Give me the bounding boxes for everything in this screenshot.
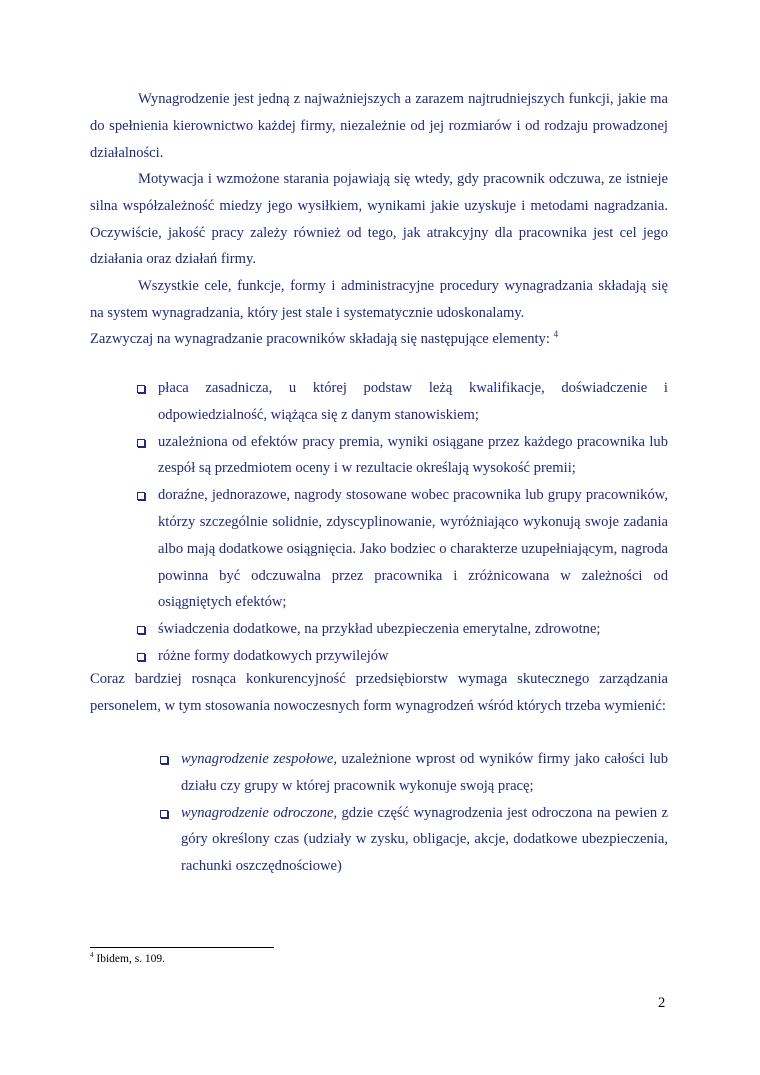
modern-forms-list — [181, 746, 668, 880]
list-item-text: doraźne, jednorazowe, nagrody stosowane wobec pracownika lub grupy pracowników, którzy szczególnie solidnie, zdyscyplinowanie, wyróżniająco wykonują swoje zadania albo mają dodatkowe osiągnięcia. Jako bodziec o charakterze uzupełniającym, nagroda powinna być odczuwalna przez pracownika i zróżnicowana w zależności od osiągniętych efektów; — [158, 487, 668, 611]
list-item — [158, 375, 668, 429]
square-bullet-icon — [137, 653, 145, 661]
footnote-separator — [90, 947, 274, 948]
list-item-text: płaca zasadnicza, u której podstaw leżą kwalifikacje, doświadczenie i odpowiedzialność, wiążąca się z danym stanowiskiem; — [158, 380, 668, 423]
footnote-number: 4 — [90, 951, 94, 959]
list-item-term: wynagrodzenie zespołowe — [181, 751, 334, 767]
list-item — [181, 800, 668, 880]
list-item-text: uzależniona od efektów pracy premia, wyniki osiągane przez każdego pracownika lub zespół są przedmiotem oceny i w rezultacie określają wysokość premii; — [158, 433, 668, 477]
square-bullet-icon — [137, 385, 145, 393]
square-bullet-icon — [137, 492, 145, 500]
list-item — [158, 616, 668, 643]
square-bullet-icon — [137, 626, 145, 634]
footnote-text: Ibidem, s. 109. — [96, 953, 166, 965]
list-item-text: świadczenia dodatkowe, na przykład ubezpieczenia emerytalne, zdrowotne; — [158, 621, 601, 638]
paragraph-intro: Wynagrodzenie jest jedną z najważniejszych a zarazem najtrudniejszych funkcji, jakie ma do spełnienia kierownictwo każdej firmy, niezależnie od jej rozmiarów i od rodzaju prowadzonej działalności. — [90, 91, 668, 161]
list-item-text: , gdzie część wynagrodzenia jest odroczona na pewien z góry określony czas (udziały w zysku, obligacje, akcje, dodatkowe ubezpieczenia, rachunki oszczędnościowe) — [181, 804, 668, 875]
list-item — [158, 482, 668, 616]
list-item-term: wynagrodzenie odroczone — [181, 804, 334, 821]
page-number: 2 — [658, 995, 666, 1011]
wage-elements-list — [158, 375, 668, 670]
square-bullet-icon — [137, 439, 145, 447]
footnote-reference: 4 — [553, 329, 559, 339]
list-item — [181, 746, 668, 800]
list-item-text: , uzależnione wprost od wyników firmy jako całości lub działu czy grupy w której pracownik wykonuje swoją pracę; — [181, 751, 668, 794]
paragraph-motivation: Motywacja i wzmożone starania pojawiają się wtedy, gdy pracownik odczuwa, ze istnieje silna współzależność miedzy jego wysiłkiem, wynikami jakie uzyskuje i metodami nagradzania. Oczywiście, jakość pracy zależy również od tego, jak atrakcyjny dla pracownika jest cel jego działania oraz działań firmy. — [90, 171, 668, 268]
paragraph-modern-forms: Coraz bardziej rosnąca konkurencyjność przedsiębiorstw wymaga skutecznego zarządzania personelem, w tym stosowania nowoczesnych form wynagrodzeń wśród których trzeba wymienić: — [90, 671, 668, 714]
footnote — [90, 953, 165, 965]
elements-intro-text: Zazwyczaj na wynagradzanie pracowników składają się następujące elementy: — [90, 331, 550, 347]
paragraph-elements-intro — [90, 326, 668, 353]
list-item-text: różne formy dodatkowych przywilejów — [158, 647, 389, 664]
paragraph-system: Wszystkie cele, funkcje, formy i administracyjne procedury wynagradzania składają się na system wynagradzania, który jest stale i systematycznie udoskonalamy. — [90, 278, 668, 321]
square-bullet-icon — [160, 810, 168, 818]
list-item — [158, 429, 668, 483]
square-bullet-icon — [160, 756, 168, 764]
